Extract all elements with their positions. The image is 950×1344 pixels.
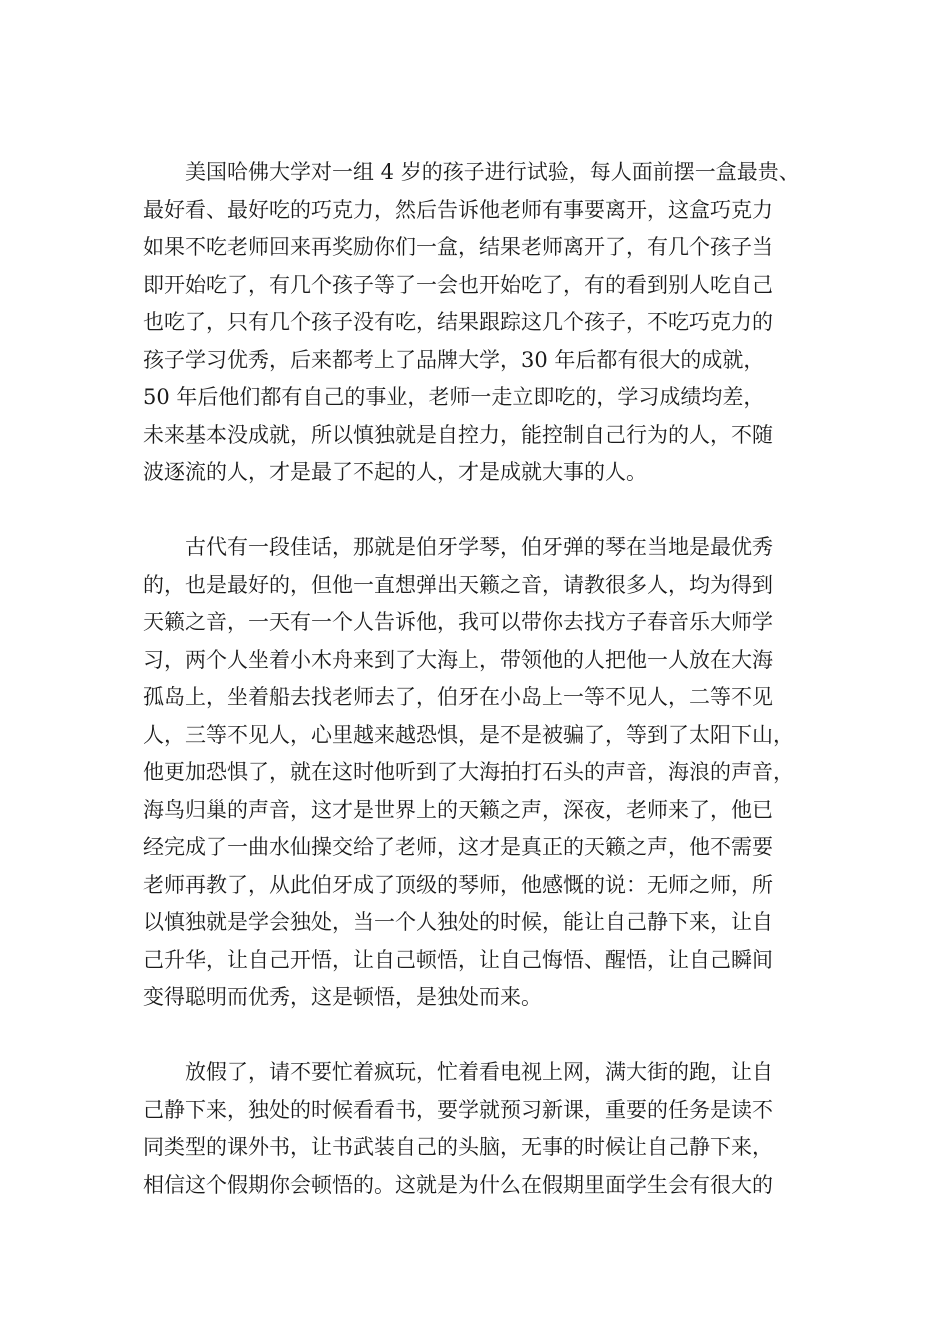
paragraph-1-line-1: 美国哈佛大学对一组 4 岁的孩子进行试验，每人面前摆一盒最贵、: [185, 160, 800, 184]
paragraph-2-line-4: 习，两个人坐着小木舟来到了大海上，带领他的人把他一人放在大海: [143, 648, 773, 672]
paragraph-3-line-3: 同类型的课外书，让书武装自己的头脑，无事的时候让自己静下来，: [143, 1135, 773, 1159]
paragraph-2-line-7: 他更加恐惧了，就在这时他听到了大海拍打石头的声音，海浪的声音，: [143, 760, 794, 784]
paragraph-2-line-10: 老师再教了，从此伯牙成了顶级的琴师，他感慨的说：无师之师，所: [143, 873, 773, 897]
paragraph-2-line-5: 孤岛上，坐着船去找老师去了，伯牙在小岛上一等不见人，二等不见: [143, 685, 773, 709]
paragraph-2-line-9: 经完成了一曲水仙操交给了老师，这才是真正的天籁之声，他不需要: [143, 835, 773, 859]
paragraph-2-line-2: 的，也是最好的，但他一直想弹出天籁之音，请教很多人，均为得到: [143, 573, 773, 597]
paragraph-2-line-8: 海鸟归巢的声音，这才是世界上的天籁之声，深夜，老师来了，他已: [143, 798, 773, 822]
paragraph-1-line-6: 孩子学习优秀，后来都考上了品牌大学，30 年后都有很大的成就，: [143, 348, 765, 372]
paragraph-1-line-8: 未来基本没成就，所以慎独就是自控力，能控制自己行为的人，不随: [143, 423, 773, 447]
paragraph-1-line-7: 50 年后他们都有自己的事业，老师一走立即吃的，学习成绩均差，: [143, 385, 765, 409]
paragraph-2-line-13: 变得聪明而优秀，这是顿悟，是独处而来。: [143, 985, 542, 1009]
paragraph-1-line-9: 波逐流的人，才是最了不起的人，才是成就大事的人。: [143, 460, 647, 484]
paragraph-1-line-2: 最好看、最好吃的巧克力，然后告诉他老师有事要离开，这盒巧克力: [143, 198, 773, 222]
paragraph-3-line-1: 放假了，请不要忙着疯玩，忙着看电视上网，满大街的跑，让自: [185, 1060, 773, 1084]
paragraph-2-line-1: 古代有一段佳话，那就是伯牙学琴，伯牙弹的琴在当地是最优秀: [185, 535, 773, 559]
paragraph-2-line-3: 天籁之音，一天有一个人告诉他，我可以带你去找方子春音乐大师学: [143, 610, 773, 634]
paragraph-1-line-5: 也吃了，只有几个孩子没有吃，结果跟踪这几个孩子，不吃巧克力的: [143, 310, 773, 334]
paragraph-1-line-4: 即开始吃了，有几个孩子等了一会也开始吃了，有的看到别人吃自己: [143, 273, 773, 297]
paragraph-3-line-4: 相信这个假期你会顿悟的。这就是为什么在假期里面学生会有很大的: [143, 1173, 773, 1197]
paragraph-2-line-12: 己升华，让自己开悟，让自己顿悟，让自己悔悟、醒悟，让自己瞬间: [143, 948, 773, 972]
paragraph-2-line-6: 人，三等不见人，心里越来越恐惧，是不是被骗了，等到了太阳下山，: [143, 723, 794, 747]
paragraph-1-line-3: 如果不吃老师回来再奖励你们一盒，结果老师离开了，有几个孩子当: [143, 235, 773, 259]
paragraph-2-line-11: 以慎独就是学会独处，当一个人独处的时候，能让自己静下来，让自: [143, 910, 773, 934]
paragraph-3-line-2: 己静下来，独处的时候看看书，要学就预习新课，重要的任务是读不: [143, 1098, 773, 1122]
